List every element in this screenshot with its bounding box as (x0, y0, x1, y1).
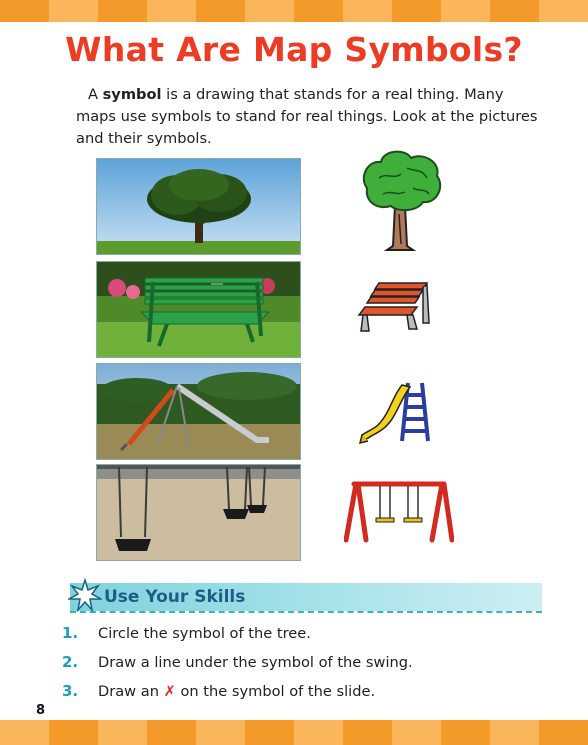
bottom-border-band (0, 720, 588, 745)
step-2 (62, 651, 413, 673)
page-title: What Are Map Symbols? (65, 30, 523, 69)
page-number: 8 (36, 703, 46, 718)
step-1 (62, 622, 311, 644)
starburst-icon (68, 578, 102, 616)
slide-photo (96, 363, 301, 460)
intro-pre: A (88, 86, 103, 103)
skills-heading: Use Your Skills (104, 587, 246, 607)
bench-photo (96, 261, 301, 358)
tree-symbol-icon[interactable] (357, 148, 445, 253)
intro-paragraph (76, 84, 546, 150)
step-3 (62, 680, 375, 702)
skills-divider (70, 611, 542, 613)
top-border-band (0, 0, 588, 22)
step-text-pre: Draw an (98, 683, 164, 700)
intro-post: is a drawing that stands for a real thing. Many maps use symbols to stand for real things. Look at the pictures and their symbols. (76, 86, 538, 147)
step-number: 3. (62, 682, 79, 700)
step-number: 2. (62, 653, 79, 671)
slide-symbol-icon[interactable] (358, 375, 436, 447)
tree-photo (96, 158, 301, 255)
step-text: Draw a line under the symbol of the swing. (98, 654, 413, 671)
swing-photo (96, 464, 301, 561)
step-number: 1. (62, 624, 79, 642)
step-text: Circle the symbol of the tree. (98, 625, 311, 642)
bench-symbol-icon[interactable] (357, 277, 437, 337)
x-mark-icon: ✗ (163, 683, 176, 700)
intro-keyword: symbol (102, 86, 162, 103)
step-text-post: on the symbol of the slide. (175, 683, 376, 700)
swing-symbol-icon[interactable] (344, 478, 454, 546)
